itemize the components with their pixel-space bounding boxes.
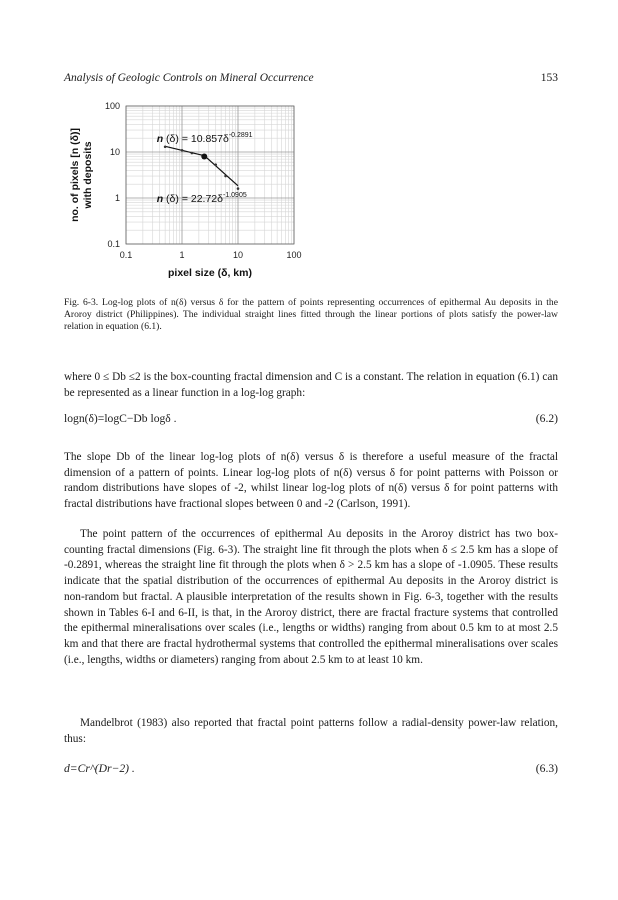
- loglog-chart: [64, 96, 324, 291]
- y-tick-label: 0.1: [107, 239, 120, 249]
- x-tick-label: 100: [286, 250, 302, 260]
- plot-frame: [126, 106, 294, 244]
- figure-caption: [64, 297, 558, 333]
- data-point: [237, 187, 240, 190]
- y-tick-label: 10: [109, 147, 120, 157]
- x-tick-label: 0.1: [119, 250, 133, 260]
- paragraph-2: [64, 450, 558, 513]
- paragraph-4-text: Mandelbrot (1983) also reported that fractal point patterns follow a radial-density power-law relation, thus:: [64, 717, 558, 745]
- paragraph-4: [64, 716, 558, 747]
- eq-upper: n $(\delta) = 10.857\delta^{-0.2891}$: [156, 132, 253, 146]
- data-point: [214, 163, 217, 166]
- paragraph-3-text: The point pattern of the occurrences of epithermal Au deposits in the Aroroy district has two box-counting fractal dimensions (Fig. 6-3). The straight line fit through the plots when δ ≤ 2.5 km has a slope of -0.2891, whereas the straight line fit through the plots when δ > 2.5 km has a slope of -1.0905. These results indicate that the spatial distribution of the occurrences of epithermal Au deposits in the Aroroy district is non-random but fractal. A plausible interpretation of the results shown in Fig. 6-3, together with the results shown in Tables 6-I and 6-II, is that, in the Aroroy district, there are fractal fracture systems that controlled the epithermal mineralisations over scales (i.e., lengths or widths) ranging from about 0.5 km to at most 2.5 km and that there are fractal hydrothermal systems that controlled the epithermal mineralisations over scales (i.e., lengths, widths or diameters) ranging from about 2.5 km to at least 10 km.: [64, 528, 558, 666]
- caption-text: Log-log plots of n(δ) versus δ for the pattern of points representing occurrences of epithermal Au deposits in the Aroroy district (Philippines). The individual straight lines fitted through the linear portions of plots satisfy the power-law relation in equation (6.1).: [64, 297, 558, 332]
- y-tick-label: 100: [104, 101, 120, 111]
- x-tick-label: 10: [232, 250, 244, 260]
- equation-6-2-expr: logn(δ)=logC−Db logδ .: [64, 412, 177, 425]
- equation-6-2-number: (6.2): [535, 412, 558, 425]
- paragraph-2-text: The slope Db of the linear log-log plots of n(δ) versus δ is therefore a useful measure of the fractal dimension of a pattern of points. Linear log-log plots of n(δ) versus δ for point patterns with Poisson or random distributions have slopes of -2, whilst linear log-log plots of n(δ) versus δ for point patterns with fractal distributions have fractional slopes between 0 and -2 (Carlson, 1991).: [64, 451, 558, 511]
- data-point: [164, 145, 167, 148]
- x-tick-label: 1: [179, 250, 185, 260]
- y-tick-label: 1: [114, 193, 120, 203]
- paragraph-1: [64, 370, 558, 401]
- equation-6-2: [64, 412, 558, 428]
- equation-6-3-expr: d=Cr^(Dr−2) .: [64, 762, 135, 775]
- equation-6-3-number: (6.3): [535, 762, 558, 775]
- data-point: [181, 149, 184, 152]
- page-number: 153: [540, 72, 558, 84]
- y-axis-label-line2: with deposits: [82, 141, 94, 209]
- caption-label: Fig. 6-3.: [64, 297, 99, 308]
- equation-6-3: [64, 762, 558, 778]
- data-point: [191, 152, 194, 155]
- running-title: Analysis of Geologic Controls on Mineral Occurrence: [64, 72, 314, 84]
- eq-lower: n $(\delta) = 22.72\delta^{-1.0905}$: [156, 192, 247, 205]
- running-header: [64, 72, 558, 88]
- x-axis-label: pixel size (δ, km): [168, 267, 252, 279]
- paragraph-3: [64, 527, 558, 668]
- data-point: [224, 175, 227, 178]
- y-axis-label-line1: no. of pixels [n (δ)]: [69, 128, 81, 222]
- paragraph-1-text: where 0 ≤ Db ≤2 is the box-counting fractal dimension and C is a constant. The relation in equation (6.1) can be represented as a linear function in a log-log graph:: [64, 371, 558, 399]
- highlight-point: [201, 153, 207, 159]
